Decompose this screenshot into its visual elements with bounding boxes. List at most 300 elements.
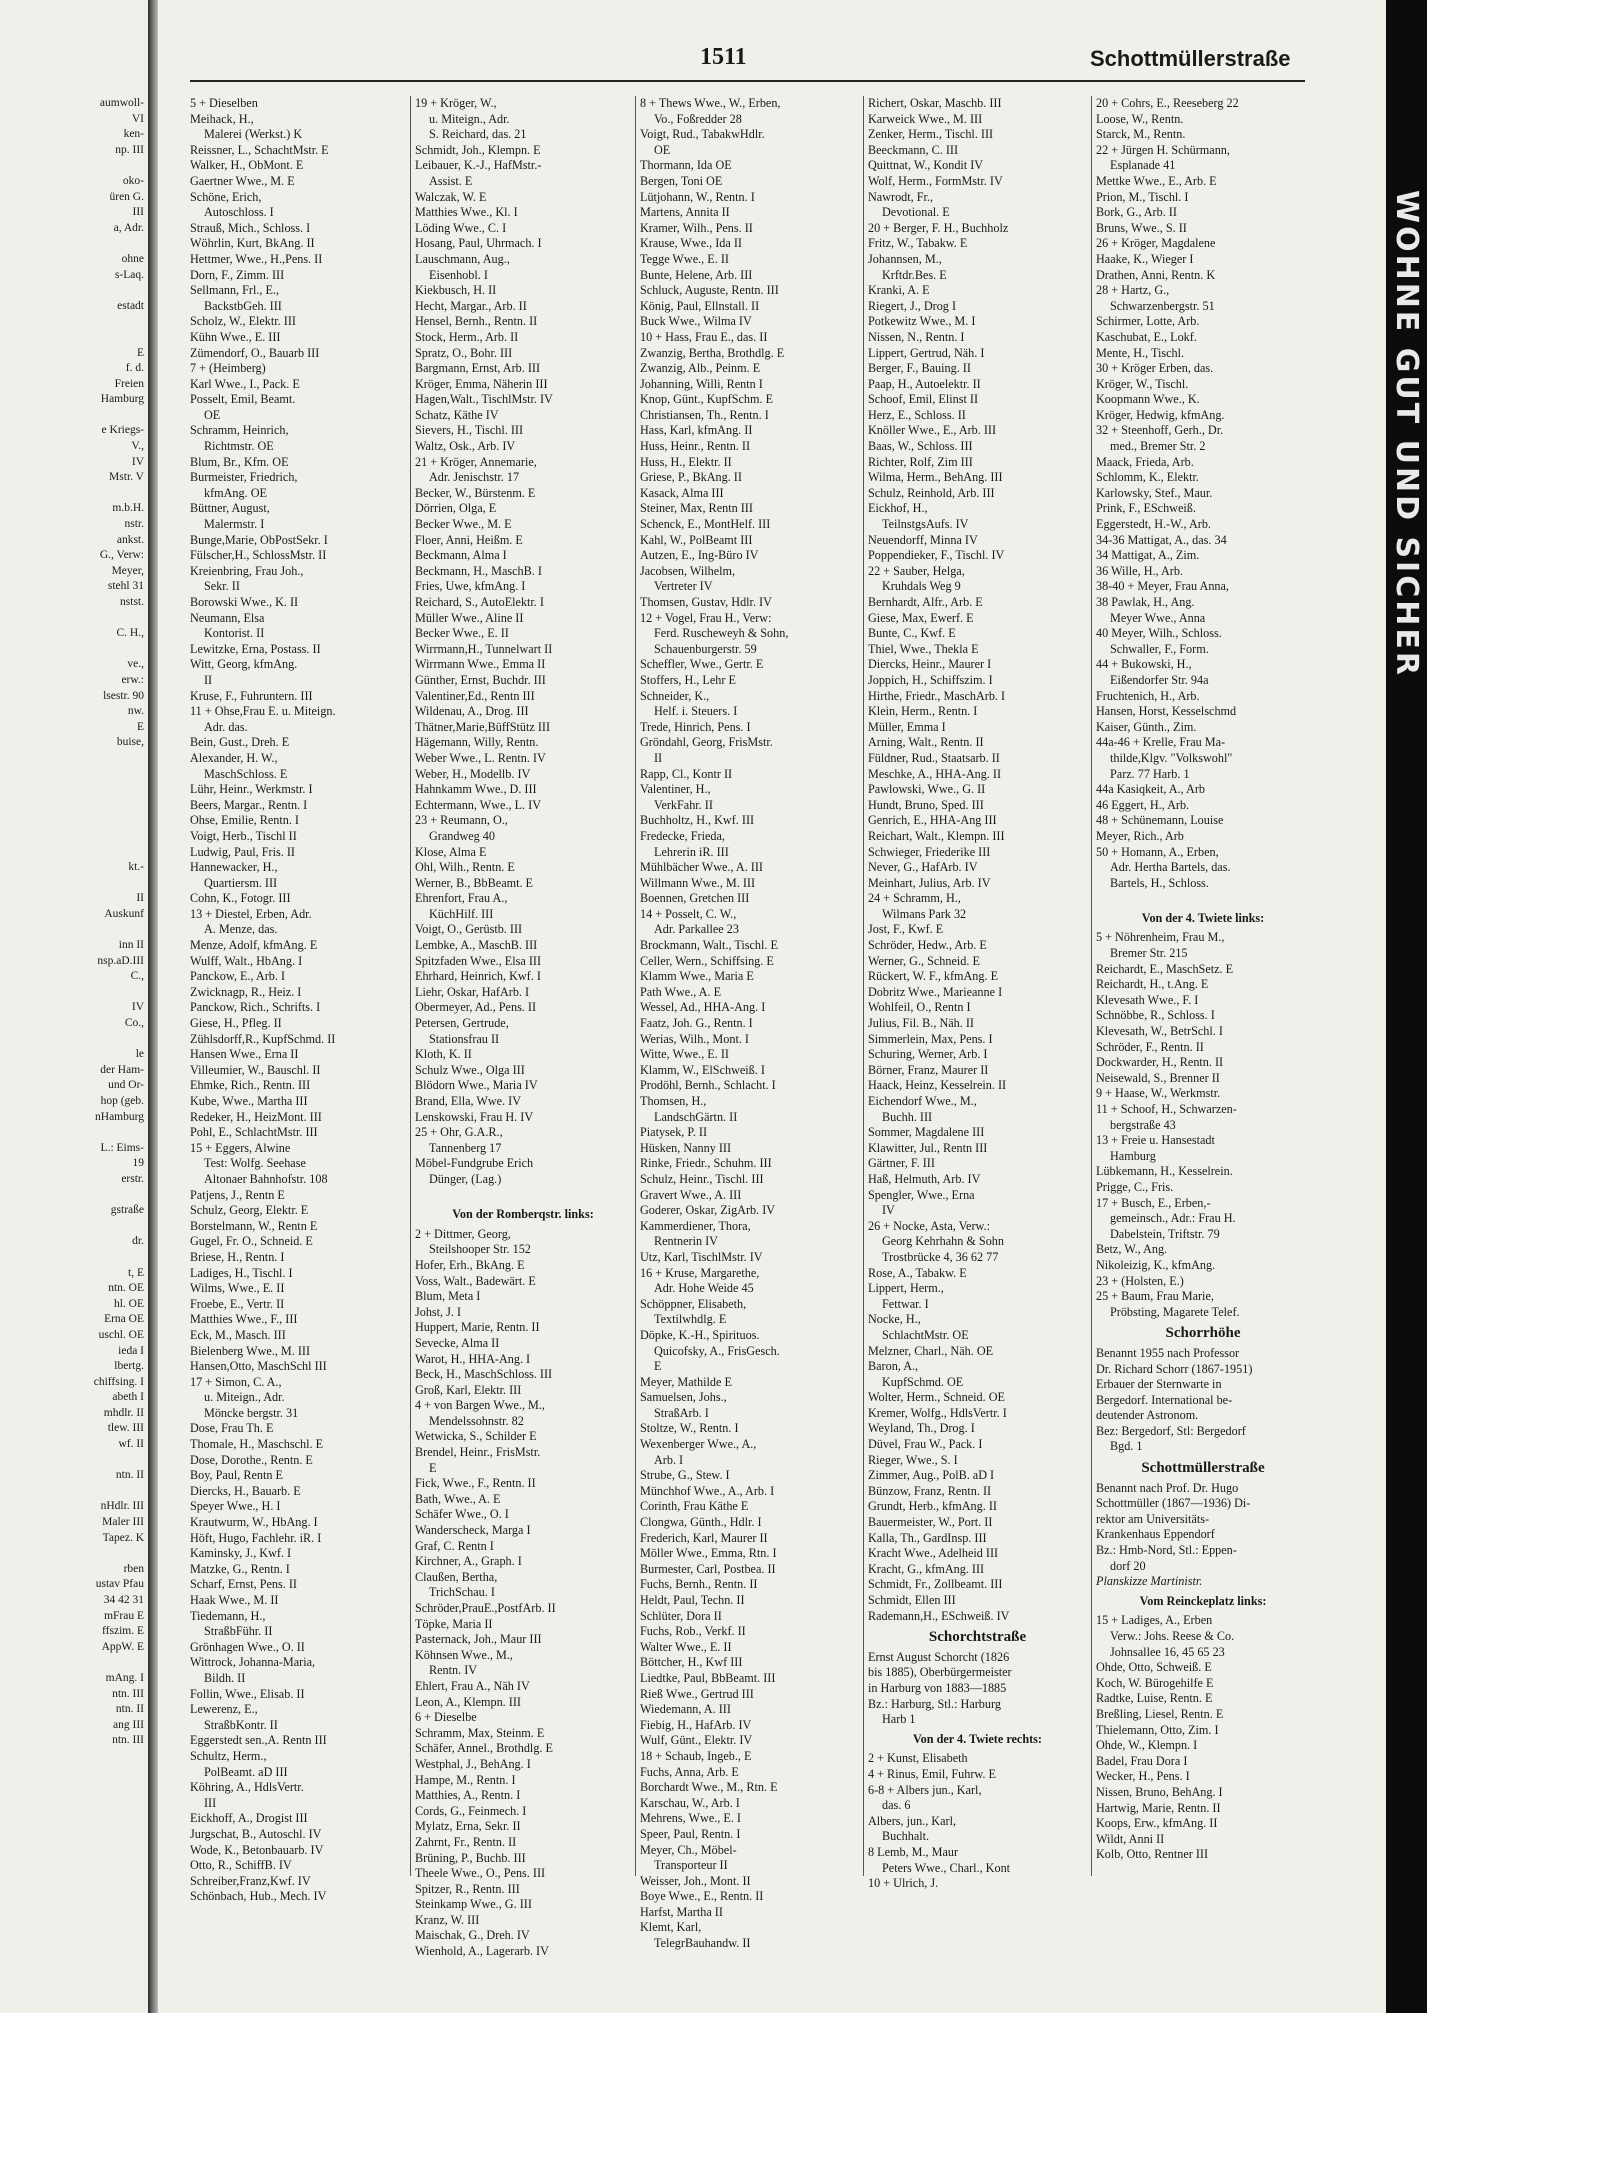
entry-continuation: PolBeamt. aD III (204, 1764, 288, 1779)
directory-entry: Sellmann, Frl., E., (190, 283, 280, 298)
directory-entry: Bauermeister, W., Port. II (868, 1515, 993, 1530)
entry-continuation: KüchHilf. III (429, 906, 494, 921)
directory-entry: Haß, Helmuth, Arb. IV (868, 1171, 981, 1186)
directory-entry: Grundt, Herb., kfmAng. II (868, 1499, 997, 1514)
fragment-line: uschl. OE (98, 1328, 144, 1341)
entry-continuation: Transporteur II (654, 1858, 728, 1873)
page-gutter (148, 0, 158, 2013)
directory-entry: Voigt, O., Gerüstb. III (415, 922, 523, 937)
directory-entry: Hannewacker, H., (190, 860, 278, 875)
directory-entry: Wilma, Herm., BehAng. III (868, 470, 1003, 485)
directory-entry: Bernhardt, Alfr., Arb. E (868, 595, 983, 609)
directory-column-1 (190, 96, 406, 1904)
directory-entry: Hansen,Otto, MaschSchl III (190, 1359, 327, 1374)
entry-continuation: TelegrBauhandw. II (654, 1936, 751, 1951)
directory-entry: Liedtke, Paul, BbBeamt. III (640, 1670, 776, 1685)
directory-entry: 18 + Schaub, Ingeb., E (640, 1748, 752, 1763)
directory-entry: bis 1885), Oberbürgermeister (868, 1665, 1012, 1680)
directory-entry: Schluck, Auguste, Rentn. III (640, 283, 779, 298)
entry-continuation: IV (882, 1203, 895, 1218)
directory-entry: Krankenhaus Eppendorf (1096, 1527, 1215, 1542)
directory-entry: Potkewitz Wwe., M. I (868, 314, 976, 329)
directory-entry: Benannt nach Prof. Dr. Hugo (1096, 1480, 1239, 1495)
directory-entry: Lewitzke, Erna, Postass. II (190, 641, 321, 656)
directory-entry: Paap, H., Autoelektr. II (868, 376, 981, 391)
directory-entry: Fritz, W., Tabakw. E (868, 236, 968, 251)
entry-continuation: Stationsfrau II (429, 1031, 500, 1046)
directory-entry: Fuchs, Anna, Arb. E (640, 1764, 739, 1779)
directory-entry: Ohse, Emilie, Rentn. I (190, 813, 299, 828)
directory-entry: Eck, M., Masch. III (190, 1327, 286, 1342)
directory-entry: Hecht, Margar., Arb. II (415, 298, 527, 313)
entry-continuation: Test: Wolfg. Seehase (204, 1156, 306, 1171)
directory-entry: Valentiner,Ed., Rentn III (415, 688, 535, 703)
fragment-line: Maler III (102, 1516, 144, 1529)
directory-entry: Thomale, H., Maschschl. E (190, 1437, 324, 1452)
directory-entry: 17 + Simon, C. A., (190, 1374, 282, 1389)
directory-entry: Zwanzig, Bertha, Brothdlg. E (640, 345, 785, 360)
directory-entry: Meyer, Rich., Arb (1096, 828, 1184, 843)
directory-entry: Koch, W. Bürogehilfe E (1096, 1675, 1214, 1690)
directory-entry: Zimmer, Aug., PolB. aD I (868, 1468, 995, 1483)
entry-continuation: MaschSchloss. E (204, 766, 288, 781)
directory-entry: Schröder,PrauE.,PostfArb. II (415, 1601, 556, 1615)
directory-entry: Speyer Wwe., H. I (190, 1499, 281, 1514)
fragment-line: ve., (127, 658, 144, 671)
entry-continuation: Adr. Parkallee 23 (654, 922, 739, 937)
directory-entry: Mettke Wwe., E., Arb. E (1096, 173, 1217, 188)
fragment-line (0, 813, 144, 829)
directory-entry: Maack, Frieda, Arb. (1096, 454, 1194, 469)
entry-continuation: Ferd. Ruscheweyh & Sohn, (654, 626, 789, 641)
entry-continuation: kfmAng. OE (204, 485, 267, 500)
directory-entry: Bunge,Marie, ObPostSekr. I (190, 532, 328, 547)
section-note: Von der 4. Twiete rechts: (913, 1731, 1042, 1746)
fragment-line: ken- (123, 128, 144, 141)
fragment-line: ffszim. E (102, 1625, 144, 1638)
directory-entry: Rieger, Wwe., S. I (868, 1452, 958, 1467)
directory-entry: Hartwig, Marie, Rentn. II (1096, 1800, 1221, 1815)
directory-entry: Faatz, Joh. G., Rentn. I (640, 1016, 753, 1031)
directory-entry: Wulf, Günt., Elektr. IV (640, 1733, 753, 1748)
entry-continuation: Peters Wwe., Charl., Kont (882, 1860, 1011, 1875)
fragment-line: mFrau E (104, 1609, 144, 1622)
directory-entry: in Harburg von 1883—1885 (868, 1680, 1007, 1695)
directory-entry: Kracht Wwe., Adelheid III (868, 1546, 999, 1561)
directory-entry: Ludwig, Paul, Fris. II (190, 844, 295, 859)
entry-continuation: StraßArb. I (654, 1405, 709, 1420)
entry-continuation: Grandweg 40 (429, 828, 495, 843)
entry-continuation: Autoschloss. I (204, 205, 274, 220)
fragment-line: a, Adr. (113, 221, 144, 234)
directory-entry: Wanderscheck, Marga I (415, 1523, 531, 1538)
directory-entry: 23 + (Holsten, E.) (1096, 1273, 1184, 1288)
page-number: 1511 (700, 44, 747, 70)
directory-entry: Gugel, Fr. O., Schneid. E (190, 1234, 313, 1249)
entry-continuation: bergstraße 43 (1110, 1117, 1176, 1132)
fragment-line: m.b.H. (112, 502, 144, 515)
entry-continuation: Steilshooper Str. 152 (429, 1242, 531, 1257)
directory-entry: Froebe, E., Vertr. II (190, 1296, 285, 1311)
directory-entry: Hensel, Bernh., Rentn. II (415, 314, 538, 329)
directory-entry: Reichart, Walt., Klempn. III (868, 828, 1005, 843)
directory-entry: Mühlbächer Wwe., A. III (640, 860, 763, 875)
directory-entry: Neumann, Elsa (190, 610, 265, 625)
entry-continuation: KupfSchmd. OE (882, 1374, 964, 1389)
entry-continuation: Bgd. 1 (1110, 1439, 1143, 1454)
directory-entry: Klamm Wwe., Maria E (640, 969, 754, 984)
directory-entry: Schulz Wwe., Olga III (415, 1062, 525, 1077)
directory-entry: Reichardt, H., t.Ang. E (1096, 977, 1209, 992)
directory-entry: Ernst August Schorcht (1826 (868, 1649, 1010, 1664)
directory-entry: Stock, Herm., Arb. II (415, 329, 519, 344)
fragment-line (0, 642, 144, 658)
directory-entry: Haake, K., Wieger I (1096, 251, 1194, 266)
entry-continuation: Georg Kehrhahn & Sohn (882, 1234, 1004, 1249)
directory-entry: 28 + Hartz, G., (1096, 283, 1170, 298)
column-rule (1091, 96, 1092, 1876)
directory-entry: Jurgschat, B., Autoschl. IV (190, 1826, 322, 1841)
directory-entry: Bez: Bergedorf, Stl: Bergedorf (1096, 1423, 1246, 1438)
fragment-line: e Kriegs- (101, 424, 144, 437)
directory-entry: Spitzer, R., Rentn. III (415, 1881, 520, 1896)
fragment-line: nsp.aD.III (97, 954, 144, 967)
directory-entry: 2 + Dittmer, Georg, (415, 1226, 511, 1241)
fragment-line (0, 1546, 144, 1562)
directory-entry: Rademann,H., ESchweiß. IV (868, 1608, 1010, 1623)
directory-entry: Hansen Wwe., Erna II (190, 1047, 299, 1062)
directory-entry: Westphal, J., BehAng. I (415, 1756, 531, 1771)
directory-entry: 34-36 Mattigat, A., das. 34 (1096, 532, 1227, 547)
directory-entry: Börner, Franz, Maurer II (868, 1062, 989, 1077)
directory-entry: Kasack, Alma III (640, 485, 724, 500)
directory-entry: Boy, Paul, Rentn E (190, 1468, 283, 1483)
entry-continuation: S. Reichard, das. 21 (429, 127, 527, 142)
fragment-line (0, 782, 144, 798)
directory-entry: Kiekbusch, H. II (415, 283, 497, 298)
directory-entry: Walker, H., ObMont. E (190, 158, 304, 173)
directory-entry: Hahnkamm Wwe., D. III (415, 782, 537, 797)
directory-entry: Kaschubat, E., Lokf. (1096, 329, 1197, 344)
directory-entry: Wöhrlin, Kurt, BkAng. II (190, 236, 315, 251)
directory-entry: Wirrmann Wwe., Emma II (415, 657, 546, 672)
directory-entry: 4 + Rinus, Emil, Fuhrw. E (868, 1766, 996, 1781)
street-heading: Schorchtstraße (928, 1629, 1027, 1646)
directory-entry: Kaminsky, J., Kwf. I (190, 1546, 292, 1561)
directory-entry: Utz, Karl, TischlMstr. IV (640, 1249, 763, 1264)
entry-continuation: Verw.: Johs. Reese & Co. (1110, 1629, 1235, 1643)
directory-entry: 4 + von Bargen Wwe., M., (415, 1398, 545, 1413)
directory-entry: Hofer, Erh., BkAng. E (415, 1257, 525, 1272)
fragment-line (0, 798, 144, 814)
directory-entry: Path Wwe., A. E (640, 984, 722, 999)
directory-entry: Liehr, Oskar, HafArb. I (415, 984, 530, 999)
map-note: Planskizze Martinistr. (1096, 1574, 1203, 1589)
directory-entry: Brockmann, Walt., Tischl. E (640, 938, 778, 953)
directory-entry: Lippert, Gertrud, Näh. I (868, 345, 985, 360)
fragment-line (0, 845, 144, 861)
directory-entry: Dockwarder, H., Rentn. II (1096, 1055, 1224, 1070)
fragment-line: üren G. (109, 190, 144, 203)
directory-entry (415, 1188, 631, 1204)
entry-continuation: thilde,Klgv. "Volkswohl" (1110, 750, 1233, 765)
directory-entry: Reichardt, E., MaschSetz. E (1096, 961, 1234, 976)
entry-continuation: u. Miteign., Adr. (204, 1390, 285, 1405)
fragment-line: ntn. OE (108, 1282, 144, 1295)
directory-entry: Hansen, Horst, Kesselschmd (1096, 704, 1237, 719)
directory-entry: Weisser, Joh., Mont. II (640, 1873, 751, 1888)
directory-entry: 17 + Busch, E., Erben,- (1096, 1195, 1211, 1210)
directory-entry: Kalla, Th., GardInsp. III (868, 1530, 987, 1545)
fragment-line (0, 1125, 144, 1141)
directory-entry: Koopmann Wwe., K. (1096, 392, 1200, 407)
directory-entry: Richert, Oskar, Maschb. III (868, 96, 1002, 110)
fragment-line: lbertg. (114, 1360, 144, 1373)
fragment-line: IV (131, 1001, 144, 1014)
directory-entry: Wolter, Herm., Schneid. OE (868, 1390, 1005, 1405)
fragment-line: lsestr. 90 (103, 689, 144, 702)
directory-entry: Badel, Frau Dora I (1096, 1753, 1188, 1768)
entry-continuation: Schauenburgerstr. 59 (654, 641, 757, 656)
directory-entry: Knöller Wwe., E., Arb. III (868, 423, 997, 438)
directory-entry: Menze, Adolf, kfmAng. E (190, 938, 318, 953)
fragment-line: VI (131, 112, 144, 125)
fragment-line (0, 283, 144, 299)
entry-continuation: Adr. Hertha Bartels, das. (1110, 860, 1231, 875)
directory-entry: Arning, Walt., Rentn. II (868, 735, 984, 750)
fragment-line: f. d. (125, 362, 144, 375)
directory-entry: Büttner, August, (190, 501, 270, 516)
directory-entry: Dörrien, Olga, E (415, 501, 497, 516)
entry-continuation: Buchh. III (882, 1109, 933, 1124)
directory-entry: 10 + Hass, Frau E., das. II (640, 329, 768, 344)
directory-entry: Eichendorf Wwe., M., (868, 1094, 977, 1108)
entry-continuation: Mendelssohnstr. 82 (429, 1413, 524, 1428)
directory-entry: Piatysek, P. II (640, 1125, 708, 1140)
directory-entry: Witte, Wwe., E. II (640, 1047, 729, 1062)
directory-entry: Autzen, E., Ing-Büro IV (640, 548, 759, 563)
directory-entry: Klamm, W., ElSchweiß. I (640, 1062, 765, 1077)
entry-continuation: Arb. I (654, 1452, 684, 1467)
directory-entry: König, Paul, Ellnstall. II (640, 298, 760, 313)
entry-continuation: III (204, 1795, 217, 1810)
directory-entry: Posselt, Emil, Beamt. (190, 392, 296, 407)
directory-entry: Meinhart, Julius, Arb. IV (868, 875, 991, 890)
header-rule (190, 80, 1305, 82)
directory-entry: Never, G., HafArb. IV (868, 860, 978, 875)
directory-entry: Brand, Ella, Wwe. IV (415, 1094, 522, 1108)
directory-entry: 8 Lemb, M., Maur (868, 1844, 959, 1859)
entry-continuation: Helf. i. Steuers. I (654, 704, 738, 719)
fragment-line: nHdlr. III (100, 1500, 144, 1513)
fragment-line (0, 1655, 144, 1671)
entry-continuation: dorf 20 (1110, 1558, 1146, 1573)
directory-entry: Brüning, P., Buchb. III (415, 1850, 526, 1865)
directory-entry: Baas, W., Schloss. III (868, 439, 973, 454)
fragment-line: erstr. (121, 1172, 144, 1185)
directory-entry: Spengler, Wwe., Erna (868, 1187, 975, 1202)
directory-entry: Werner, B., BbBeamt. E (415, 875, 534, 890)
directory-entry: 44a-46 + Krelle, Frau Ma- (1096, 735, 1226, 750)
entry-continuation: Adr. Hohe Weide 45 (654, 1281, 754, 1296)
directory-entry: Matthies, A., Rentn. I (415, 1788, 521, 1803)
fragment-line: erw.: (121, 673, 144, 686)
directory-entry: Bargmann, Ernst, Arb. III (415, 361, 541, 376)
fragment-line: Mstr. V (109, 471, 144, 484)
running-header-street: Schottmüllerstraße (1090, 46, 1291, 71)
directory-entry: Wohlfeil, O., Rentn I (868, 1000, 971, 1015)
directory-entry: Beers, Margar., Rentn. I (190, 797, 308, 812)
directory-entry: Müller Wwe., Aline II (415, 610, 524, 625)
fragment-line (0, 1032, 144, 1048)
directory-entry: Leibauer, K.-J., HafMstr.- (415, 158, 542, 173)
fragment-line: stehl 31 (107, 580, 144, 593)
directory-entry: Bein, Gust., Dreh. E (190, 735, 290, 750)
directory-entry: Stoltze, W., Rentn. I (640, 1421, 739, 1436)
directory-entry: Starck, M., Rentn. (1096, 127, 1186, 142)
entry-continuation: u. Miteign., Adr. (429, 111, 510, 126)
directory-entry: Zenker, Herm., Tischl. III (868, 127, 994, 142)
directory-entry: Blum, Meta I (415, 1289, 481, 1304)
entry-continuation: Quartiersm. III (204, 875, 278, 890)
directory-entry: 21 + Kröger, Annemarie, (415, 454, 537, 469)
directory-entry: Wetwicka, S., Schilder E (415, 1429, 537, 1444)
entry-continuation: Kontorist. II (204, 626, 265, 641)
directory-entry: Gärtner, F. III (868, 1156, 935, 1171)
directory-entry: Wiedemann, A. III (640, 1702, 731, 1717)
directory-entry: Meschke, A., HHA-Ang. II (868, 766, 1002, 781)
directory-entry: Werias, Wilh., Mont. I (640, 1031, 749, 1046)
entry-continuation: Lehrerin iR. III (654, 844, 729, 859)
directory-entry: 34 Mattigat, A., Zim. (1096, 548, 1200, 563)
directory-entry: Scheffler, Wwe., Gertr. E (640, 657, 764, 672)
entry-continuation: Hamburg (1110, 1148, 1156, 1163)
directory-entry: Bruns, Wwe., S. II (1096, 220, 1187, 235)
entry-continuation: OE (204, 407, 221, 422)
directory-entry: Wirrmann,H., Tunnelwart II (415, 641, 553, 656)
directory-entry: Fülscher,H., SchlossMstr. II (190, 548, 327, 563)
fragment-line: L.: Eims- (100, 1141, 144, 1154)
section-note: Vom Reinckeplatz links: (1139, 1593, 1267, 1608)
directory-entry: Kranz, W. III (415, 1912, 480, 1927)
column-rule (863, 96, 864, 1876)
directory-entry: Huss, H., Elektr. II (640, 454, 732, 469)
directory-entry: Kirchner, A., Graph. I (415, 1554, 522, 1569)
directory-entry: Dose, Dorothe., Rentn. E (190, 1452, 313, 1467)
fragment-line: inn II (118, 939, 144, 952)
directory-entry: Bork, G., Arb. II (1096, 205, 1177, 220)
directory-entry: Pawlowski, Wwe., G. II (868, 782, 986, 797)
directory-entry: Celler, Wern., Schiffsing. E (640, 953, 774, 968)
directory-entry: Haack, Heinz, Kesselrein. II (868, 1078, 1007, 1093)
directory-entry: Lenskowski, Frau H. IV (415, 1109, 534, 1124)
directory-entry: Schäfer, Annel., Brothdlg. E (415, 1741, 553, 1756)
directory-entry: Buchholtz, H., Kwf. III (640, 813, 755, 828)
entry-continuation: II (654, 750, 663, 765)
fragment-line (0, 1219, 144, 1235)
directory-entry: 22 + Sauber, Helga, (868, 563, 965, 578)
fragment-line (0, 1250, 144, 1266)
directory-entry: Bergedorf. International be- (1096, 1392, 1233, 1407)
directory-entry: Hass, Karl, kfmAng. II (640, 423, 753, 438)
fragment-line: gstraße (110, 1204, 144, 1217)
directory-entry: Schenck, E., MontHelf. III (640, 517, 771, 532)
directory-entry: Boennen, Gretchen III (640, 891, 750, 906)
directory-entry: Kranki, A. E (868, 283, 930, 298)
directory-entry: Reichard, S., AutoElektr. I (415, 595, 544, 609)
entry-continuation: BackstbGeh. III (204, 298, 282, 313)
directory-entry: Dose, Frau Th. E (190, 1421, 274, 1436)
directory-entry: Kolb, Otto, Rentner III (1096, 1847, 1209, 1862)
directory-entry: Pohl, E., SchlachtMstr. III (190, 1125, 318, 1140)
fragment-line: ohne (121, 252, 144, 265)
directory-entry: 13 + Freie u. Hansestadt (1096, 1133, 1215, 1148)
directory-entry: Lütjohann, W., Rentn. I (640, 189, 755, 204)
fragment-line: nw. (127, 705, 144, 718)
fragment-line: aumwoll- (99, 97, 144, 109)
directory-entry: Schreiber,Franz,Kwf. IV (190, 1873, 311, 1888)
directory-entry: 50 + Homann, A., Erben, (1096, 844, 1219, 859)
directory-entry: Clongwa, Günth., Hdlr. I (640, 1515, 762, 1530)
directory-entry: Schmidt, Fr., Zollbeamt. III (868, 1577, 1003, 1592)
directory-entry: Walczak, W. E (415, 189, 487, 204)
directory-entry: Koops, Erw., kfmAng. II (1096, 1816, 1218, 1831)
fragment-line: Co., (124, 1017, 144, 1030)
entry-continuation: Malerei (Werkst.) K (204, 127, 303, 142)
directory-entry: 2 + Kunst, Elisabeth (868, 1751, 968, 1766)
directory-entry: Schwieger, Friederike III (868, 844, 991, 859)
directory-entry: Hampe, M., Rentn. I (415, 1772, 516, 1787)
directory-entry: Haak Wwe., M. II (190, 1593, 279, 1607)
directory-entry: Joppich, H., Schiffszim. I (868, 672, 993, 687)
directory-entry: Tegge Wwe., E. II (640, 251, 729, 266)
directory-entry: Krause, Wwe., Ida II (640, 236, 742, 251)
fragment-line (0, 1453, 144, 1469)
directory-entry: Loose, W., Rentn. (1096, 111, 1184, 126)
directory-column-5 (1096, 96, 1310, 1896)
directory-entry: Steinkamp Wwe., G. III (415, 1897, 532, 1912)
directory-entry: Strube, G., Stew. I (640, 1468, 730, 1483)
directory-entry: Klemt, Karl, (640, 1920, 702, 1935)
fragment-line: Hamburg (100, 393, 144, 406)
directory-entry: Walter Wwe., E. II (640, 1639, 732, 1654)
directory-entry: Poppendieker, F., Tischl. IV (868, 548, 1005, 563)
fragment-line (0, 1188, 144, 1204)
directory-entry: Melzner, Charl., Näh. OE (868, 1343, 994, 1358)
directory-entry: Alexander, H. W., (190, 750, 278, 765)
directory-entry: Gravert Wwe., A. III (640, 1187, 742, 1202)
fragment-line (0, 876, 144, 892)
directory-entry: Spratz, O., Bohr. III (415, 345, 513, 360)
directory-entry: Heldt, Paul, Techn. II (640, 1593, 745, 1607)
directory-entry: Becker Wwe., M. E (415, 517, 512, 532)
fragment-line (0, 158, 144, 174)
entry-continuation: A. Menze, das. (204, 922, 278, 937)
fragment-line: IV (131, 455, 144, 468)
directory-entry: Neuendorff, Minna IV (868, 532, 978, 547)
directory-entry: Bielenberg Wwe., M. III (190, 1343, 311, 1358)
directory-entry: 14 + Posselt, C. W., (640, 906, 737, 921)
directory-entry: Hosang, Paul, Uhrmach. I (415, 236, 542, 251)
entry-continuation: Tannenberg 17 (429, 1140, 502, 1155)
entry-continuation: Assist. E (429, 173, 473, 188)
directory-entry: Scharf, Ernst, Pens. II (190, 1577, 297, 1592)
directory-entry: Rapp, Cl., Kontr II (640, 766, 733, 781)
directory-entry: Albers, jun., Karl, (868, 1813, 957, 1828)
directory-entry: Lembke, A., MaschB. III (415, 938, 538, 953)
fragment-line: ang III (113, 1718, 144, 1731)
directory-entry: Neisewald, S., Brenner II (1096, 1070, 1220, 1085)
